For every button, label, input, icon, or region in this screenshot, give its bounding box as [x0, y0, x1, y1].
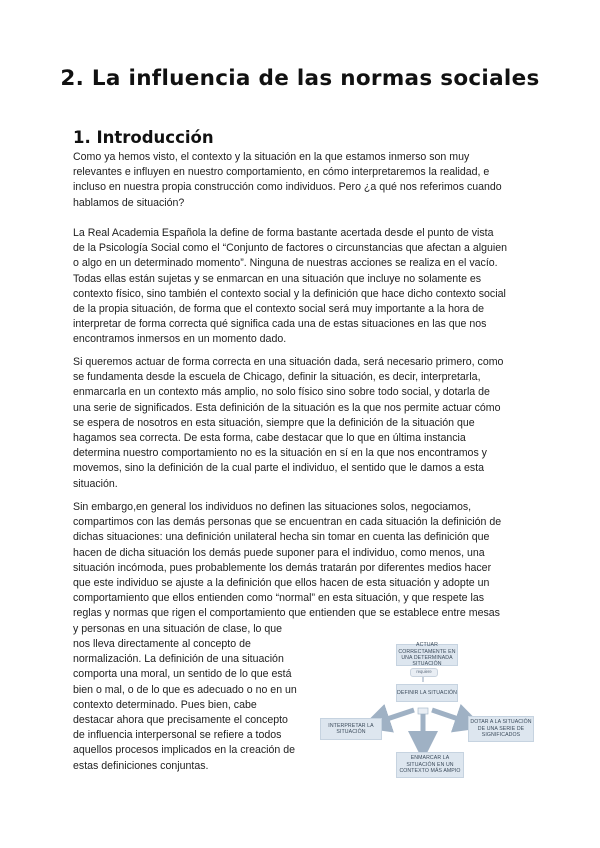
text-line: comportamiento que ellos entienden como “normal” en esta situación, y que respete las	[73, 592, 485, 605]
text-line: hagamos sea correcta. De esta forma, cabe destacar que lo que en última instancia	[73, 432, 466, 445]
situation-diagram	[320, 638, 535, 798]
pill-requiere: requiere	[410, 668, 438, 677]
text-line: contexto físico, sino también el contexto social y la definición que hace dicho contexto social	[73, 287, 506, 300]
box-enmarcar: ENMARCAR LA SITUACIÓN EN UN CONTEXTO MÁS AMPIO	[396, 752, 464, 778]
text-line: aquellos procesos implicados en la creación de	[73, 744, 296, 757]
box-dotar: DOTAR A LA SITUACIÓN DE UNA SERIE DE SIGNIFICADOS	[468, 716, 534, 742]
text-line: dichas situaciones: una definición unilateral hecha sin tomar en cuenta las definición que	[73, 531, 490, 544]
text-line: Sin embargo,en general los individuos no definen las situaciones solos, negociamos,	[73, 501, 472, 513]
text-line: una serie de significados. Esta definición de la situación es la que nos permite actuar cómo	[73, 401, 501, 414]
paragraph-1	[73, 150, 533, 211]
text-line: se fundamenta desde la escuela de Chicago, definir la situación, es decir, interpretarla,	[73, 371, 481, 384]
text-line: de la propia situación, de forma que el contexto social será muy importante a la hora de	[73, 303, 485, 316]
text-line: contexto determinado. Pues bien, cabe	[73, 698, 257, 711]
text-line: La Real Academia Española la define de forma bastante acertada desde el punto de vista	[73, 227, 494, 239]
text-line: de la Psicología Social como el “Conjunto de factores o circunstancias que afectan a alguien	[73, 242, 508, 255]
chapter-title: 2. La influencia de las normas sociales	[60, 66, 540, 91]
box-definir: DEFINIR LA SITUACIÓN	[396, 684, 458, 702]
text-line: hablamos de situación?	[73, 196, 185, 209]
text-line: hacen de dicha situación los demás puede suponer para el individuo, como menos, una	[73, 546, 485, 559]
paragraph-4-continued	[73, 637, 318, 774]
text-line: encontramos inmersos en un momento dado.	[73, 333, 287, 346]
text-line: enmarcarla en un contexto más amplio, no solo físico sino sobre todo social, y dotarla de	[73, 386, 490, 399]
text-line: relevantes e influyen en nuestro comportamiento, en cómo interpretaremos la realidad, e	[73, 166, 490, 179]
text-line: o algo en un determinado momento”. Ninguna de nuestras acciones se realiza en el vacío.	[73, 257, 498, 270]
box-actuar: ACTUAR CORRECTAMENTE EN UNA DETERMINADA SITUACIÓN	[396, 644, 458, 666]
paragraph-4	[73, 500, 533, 637]
text-line: de influencia interpersonal se refiere a todos	[73, 729, 282, 742]
text-line: y personas en una situación de clase, lo que	[73, 622, 283, 635]
text-line: Como ya hemos visto, el contexto y la situación en la que estamos inmerso son muy	[73, 151, 470, 163]
text-line: nos lleva directamente al concepto de	[73, 638, 251, 650]
text-line: determina nuestro comportamiento no es la situación en sí en la que nos encontramos y	[73, 447, 487, 460]
text-line: situación incómoda, pues probablemente los demás tratarán por diferentes medios hacer	[73, 561, 492, 574]
paragraph-2	[73, 226, 533, 348]
text-line: compartimos con las demás personas que se encuentran en cada situación la definición de	[73, 516, 502, 529]
text-line: movemos, sino la definición de la cual parte el individuo, el sentido que le damos a esta	[73, 462, 485, 475]
text-line: destacar ahora que precisamente el concepto	[73, 714, 288, 727]
text-line: normalización. La definición de una situación	[73, 653, 284, 666]
text-line: estas definiciones conjuntas.	[73, 759, 209, 772]
text-line: situación.	[73, 477, 118, 490]
text-line: que este individuo se ajuste a la definición que ellos hacen de esta situación y adopte un	[73, 577, 490, 590]
text-line: Todas ellas están sujetas y se enmarcan en una situación que incluye no solamente es	[73, 272, 482, 285]
section-heading: 1. Introducción	[73, 128, 214, 147]
paragraph-3	[73, 355, 533, 492]
text-line: interpretar de forma correcta qué significa cada una de estas situaciones en las que nos	[73, 318, 487, 331]
text-line: Si queremos actuar de forma correcta en una situación dada, será necesario primero, como	[73, 356, 504, 368]
text-line: se espera de nosotros en esta situación, siempre que la definición de la situación que	[73, 416, 475, 429]
connector-node	[418, 708, 428, 714]
text-line: bien o mal, o de lo que es adecuado o no en un	[73, 683, 297, 696]
text-line: incluso en nuestra propia construcción como individuos. Pero ¿a qué nos referimos cuando	[73, 181, 502, 194]
box-interpretar: INTERPRETAR LA SITUACIÓN	[320, 718, 382, 740]
text-line: reglas y normas que rigen el comportamiento que entienden que se establece entre mesas	[73, 607, 500, 620]
arrow-to-right	[432, 710, 470, 723]
text-line: comporta una moral, un sentido de lo que está	[73, 668, 292, 681]
